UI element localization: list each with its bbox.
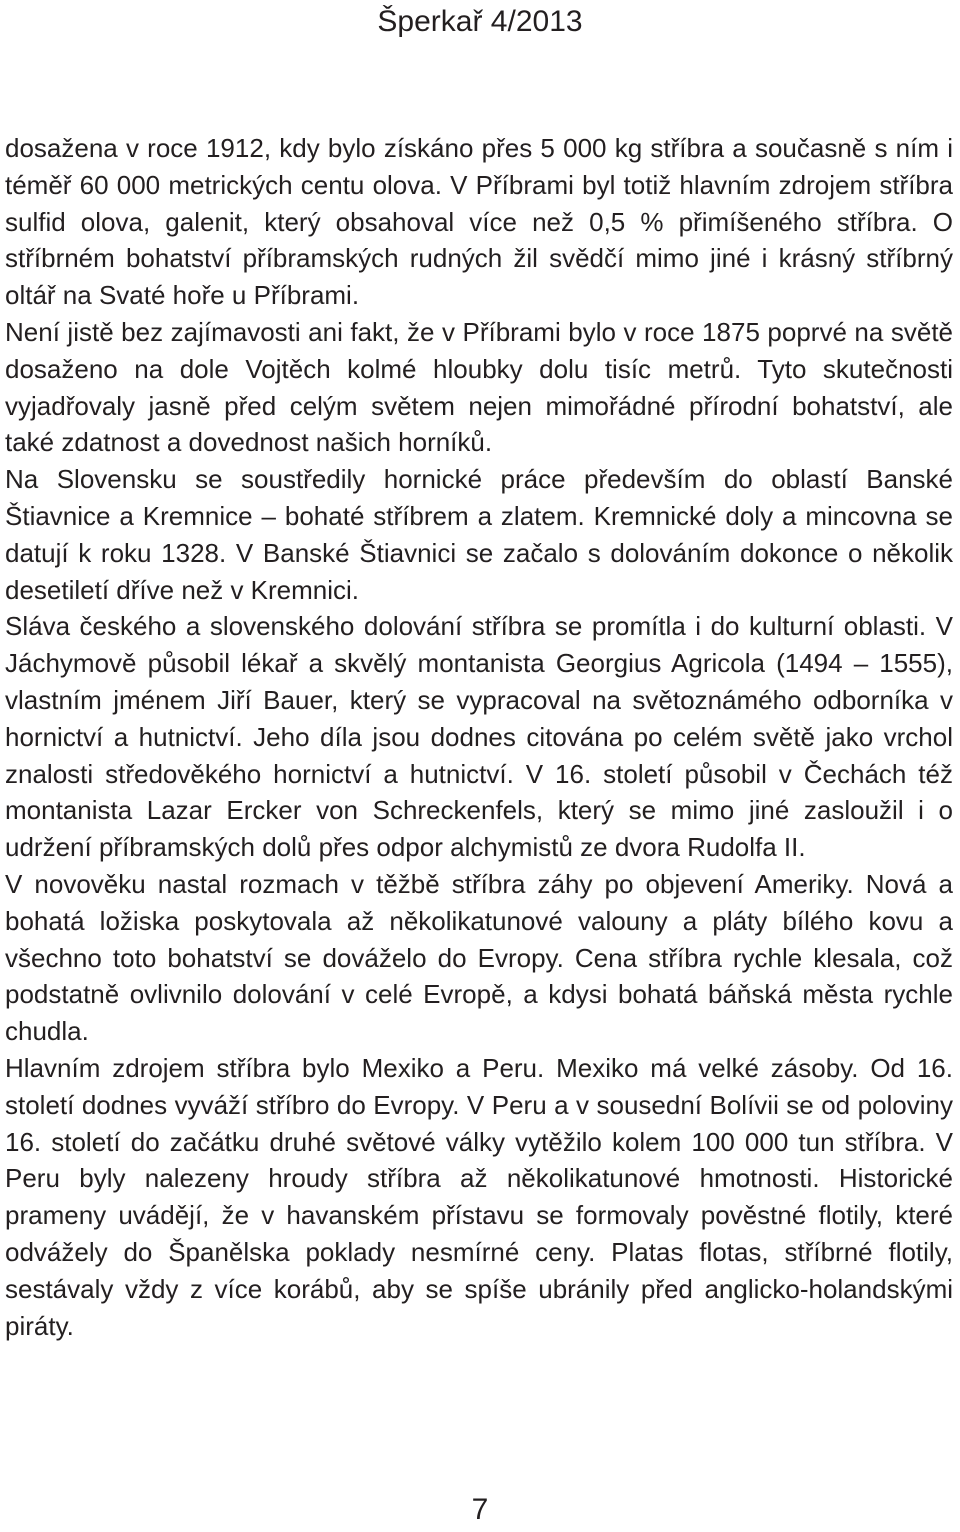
paragraph-4: Sláva českého a slovenského dolování stříbra se promítla i do kulturní oblasti. V Jáchymově působil lékař a skvělý montanista Georgius Agricola (1494 – 1555), vlastním jménem Jiří Bauer, který se vypracoval na světoznámého odborníka v hornictví a hutnictví. Jeho díla jsou dodnes citována po celém světě jako vrchol znalosti středověkého hornictví a hutnictví. V 16. století působil v Čechách též montanista Lazar Ercker von Schreckenfels, který se mimo jiné zasloužil i o udržení příbramských dolů přes odpor alchymistů ze dvora Rudolfa II. [5,611,953,863]
page-number: 7 [471,1493,489,1526]
paragraph-5: V novověku nastal rozmach v těžbě stříbra záhy po objevení Ameriky. Nová a bohatá ložiska poskytovala až několikatunové valouny a pláty bílého kovu a všechno toto bohatství se dováželo do Evropy. Cena stříbra rychle klesala, což podstatně ovlivnilo dolování v celé Evropě, a kdysi bohatá báňská města rychle chudla. [5,868,953,1047]
paragraph-2: Není jistě bez zajímavosti ani fakt, že v Příbrami bylo v roce 1875 poprvé na světě dosaženo na dole Vojtěch kolmé hloubky dolu tisíc metrů. Tyto skutečnosti vyjadřovaly jasně před celým světem nejen mimořádné přírodní bohatství, ale také zdatnost a dovednost našich horníků. [5,316,953,458]
running-header-title: Šperkař 4/2013 [377,5,583,38]
article-body [5,130,953,1344]
paragraph-1: dosažena v roce 1912, kdy bylo získáno přes 5 000 kg stříbra a současně s ním i téměř 60 000 metrických centu olova. V Příbrami byl totiž hlavním zdrojem stříbra sulfid olova, galenit, který obsahoval více než 0,5 % přimíšeného stříbra. O stříbrném bohatství příbramských rudných žil svědčí mimo jiné i krásný stříbrný oltář na Svaté hoře u Příbrami. [5,133,953,311]
paragraph-6: Hlavním zdrojem stříbra bylo Mexiko a Peru. Mexiko má velké zásoby. Od 16. století dodnes vyváží stříbro do Evropy. V Peru a v sousední Bolívii se od poloviny 16. století do začátku druhé světové války vytěžilo kolem 100 000 tun stříbra. V Peru byly nalezeny hroudy stříbra až několikatunové hmotnosti. Historické prameny uvádějí, že v havanském přístavu se formovaly pověstné flotily, které odvážely do Španělska poklady nesmírné ceny. Platas flotas, stříbrné flotily, sestávaly vždy z více korábů, aby se spíše ubránily před anglicko-holandskými piráty. [5,1052,953,1341]
paragraph-3: Na Slovensku se soustředily hornické práce především do oblastí Banské Štiavnice a Kremnice – bohaté stříbrem a zlatem. Kremnické doly a mincovna se datují k roku 1328. V Banské Štiavnici se začalo s dolováním dokonce o několik desetiletí dříve než v Kremnici. [5,464,953,605]
